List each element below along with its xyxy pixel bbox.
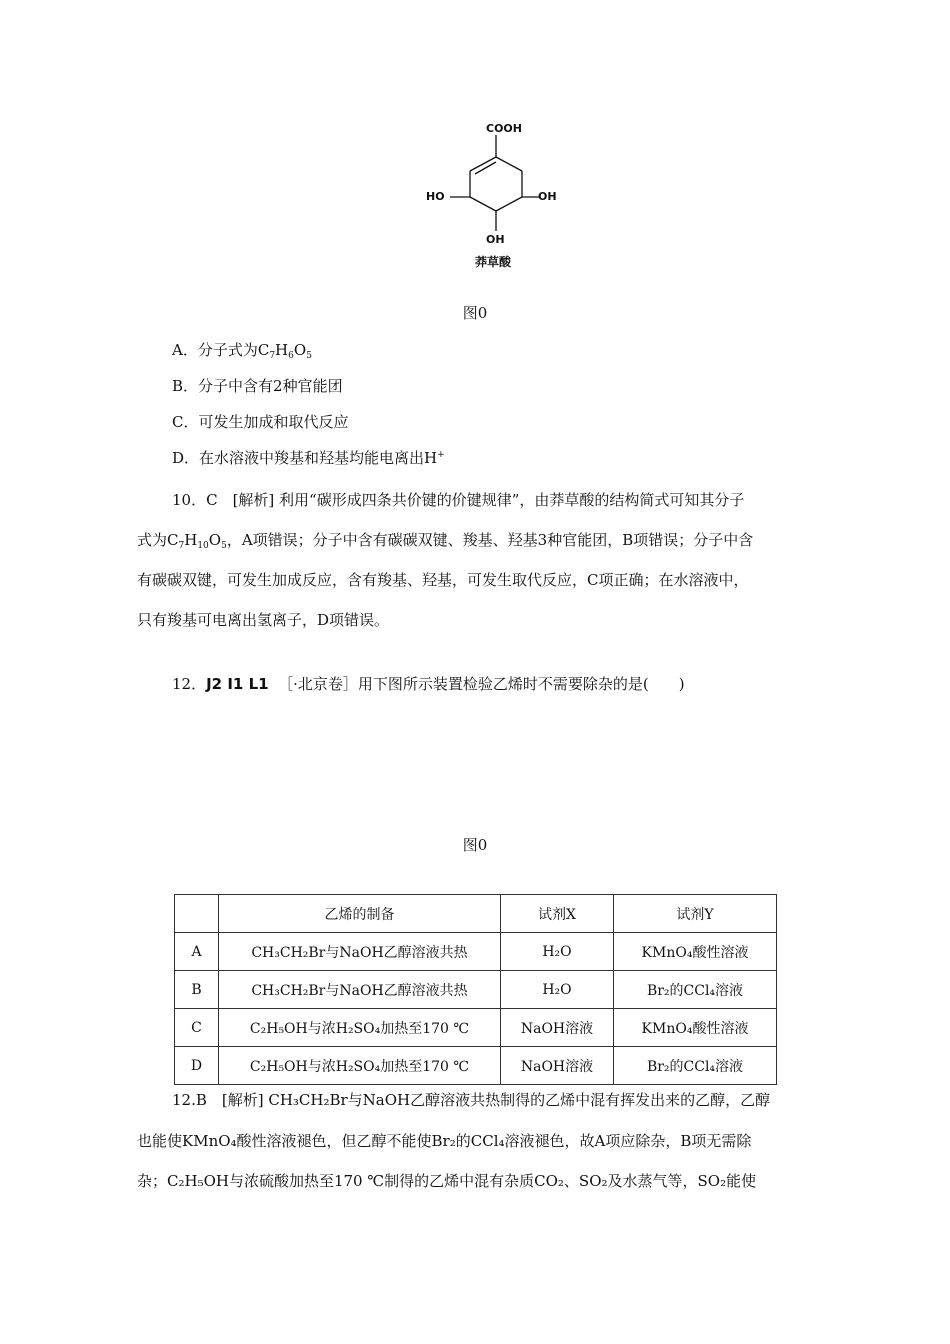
table-row	[175, 1047, 777, 1085]
oh-right-label: OH	[538, 190, 557, 203]
table-cell: CH₃CH₂Br与NaOH乙醇溶液共热	[219, 933, 501, 971]
oh-bottom-label: OH	[486, 233, 505, 246]
table-cell: KMnO₄酸性溶液	[614, 1009, 777, 1047]
table-cell: KMnO₄酸性溶液	[614, 933, 777, 971]
figure-caption-2: 图0	[462, 836, 488, 854]
q12-answer-line-1: 12.B [解析] CH₃CH₂Br与NaOH乙醇溶液共热制得的乙烯中混有挥发出来的乙醇，乙醇	[172, 1091, 771, 1109]
table-header: 试剂X	[501, 895, 614, 933]
ho-left-label: HO	[426, 190, 445, 203]
option-b: B．分子中含有2种官能团	[172, 377, 343, 395]
table-header: 试剂Y	[614, 895, 777, 933]
table-header: 乙烯的制备	[219, 895, 501, 933]
table-cell: Br₂的CCl₄溶液	[614, 1047, 777, 1085]
table-cell: A	[175, 933, 219, 971]
compound-name: 莽草酸	[475, 255, 512, 269]
table-cell: B	[175, 971, 219, 1009]
option-a: A．分子式为$C_7H_6O_5$	[172, 341, 312, 361]
table-cell: Br₂的CCl₄溶液	[614, 971, 777, 1009]
table-row	[175, 933, 777, 971]
table-header-row	[175, 895, 777, 933]
option-d: D．在水溶液中羧基和羟基均能电离出H+	[172, 449, 445, 467]
table-header	[175, 895, 219, 933]
figure-caption-1: 图0	[462, 304, 488, 322]
shikimic-acid-structure	[400, 115, 560, 275]
q12-stem: 12．J2 I1 L1 ［·北京卷］用下图所示装置检验乙烯时不需要除杂的是( )	[172, 675, 685, 693]
table-row	[175, 971, 777, 1009]
table-cell: H₂O	[501, 971, 614, 1009]
q12-answer-line-2: 也能使KMnO₄酸性溶液褪色，但乙醇不能使Br₂的CCl₄溶液褪色，故A项应除杂，B项无需除	[137, 1132, 752, 1150]
reagent-table	[174, 894, 777, 1085]
cooh-label: COOH	[486, 122, 522, 135]
table-cell: CH₃CH₂Br与NaOH乙醇溶液共热	[219, 971, 501, 1009]
table-cell: C₂H₅OH与浓H₂SO₄加热至170 ℃	[219, 1047, 501, 1085]
q10-answer-line-3: 有碳碳双键，可发生加成反应，含有羧基、羟基，可发生取代反应，C项正确；在水溶液中，	[137, 571, 749, 589]
q10-answer-line-2: 式为$C_7H_{10}O_5$，A项错误；分子中含有碳碳双键、羧基、羟基3种官能团，B项错误；分子中含	[137, 531, 754, 551]
table-cell: D	[175, 1047, 219, 1085]
q10-answer-line-1: 10．C [解析] 利用“碳形成四条共价键的价键规律”，由莽草酸的结构简式可知其分子	[172, 491, 745, 509]
table-cell: NaOH溶液	[501, 1009, 614, 1047]
q12-answer-line-3: 杂；C₂H₅OH与浓硫酸加热至170 ℃制得的乙烯中混有杂质CO₂、SO₂及水蒸气等，SO₂能使	[137, 1172, 757, 1190]
q10-answer-line-4: 只有羧基可电离出氢离子，D项错误。	[137, 611, 390, 629]
table-cell: H₂O	[501, 933, 614, 971]
table-cell: C₂H₅OH与浓H₂SO₄加热至170 ℃	[219, 1009, 501, 1047]
option-c: C．可发生加成和取代反应	[172, 413, 349, 431]
table-row	[175, 1009, 777, 1047]
table-cell: C	[175, 1009, 219, 1047]
table-cell: NaOH溶液	[501, 1047, 614, 1085]
